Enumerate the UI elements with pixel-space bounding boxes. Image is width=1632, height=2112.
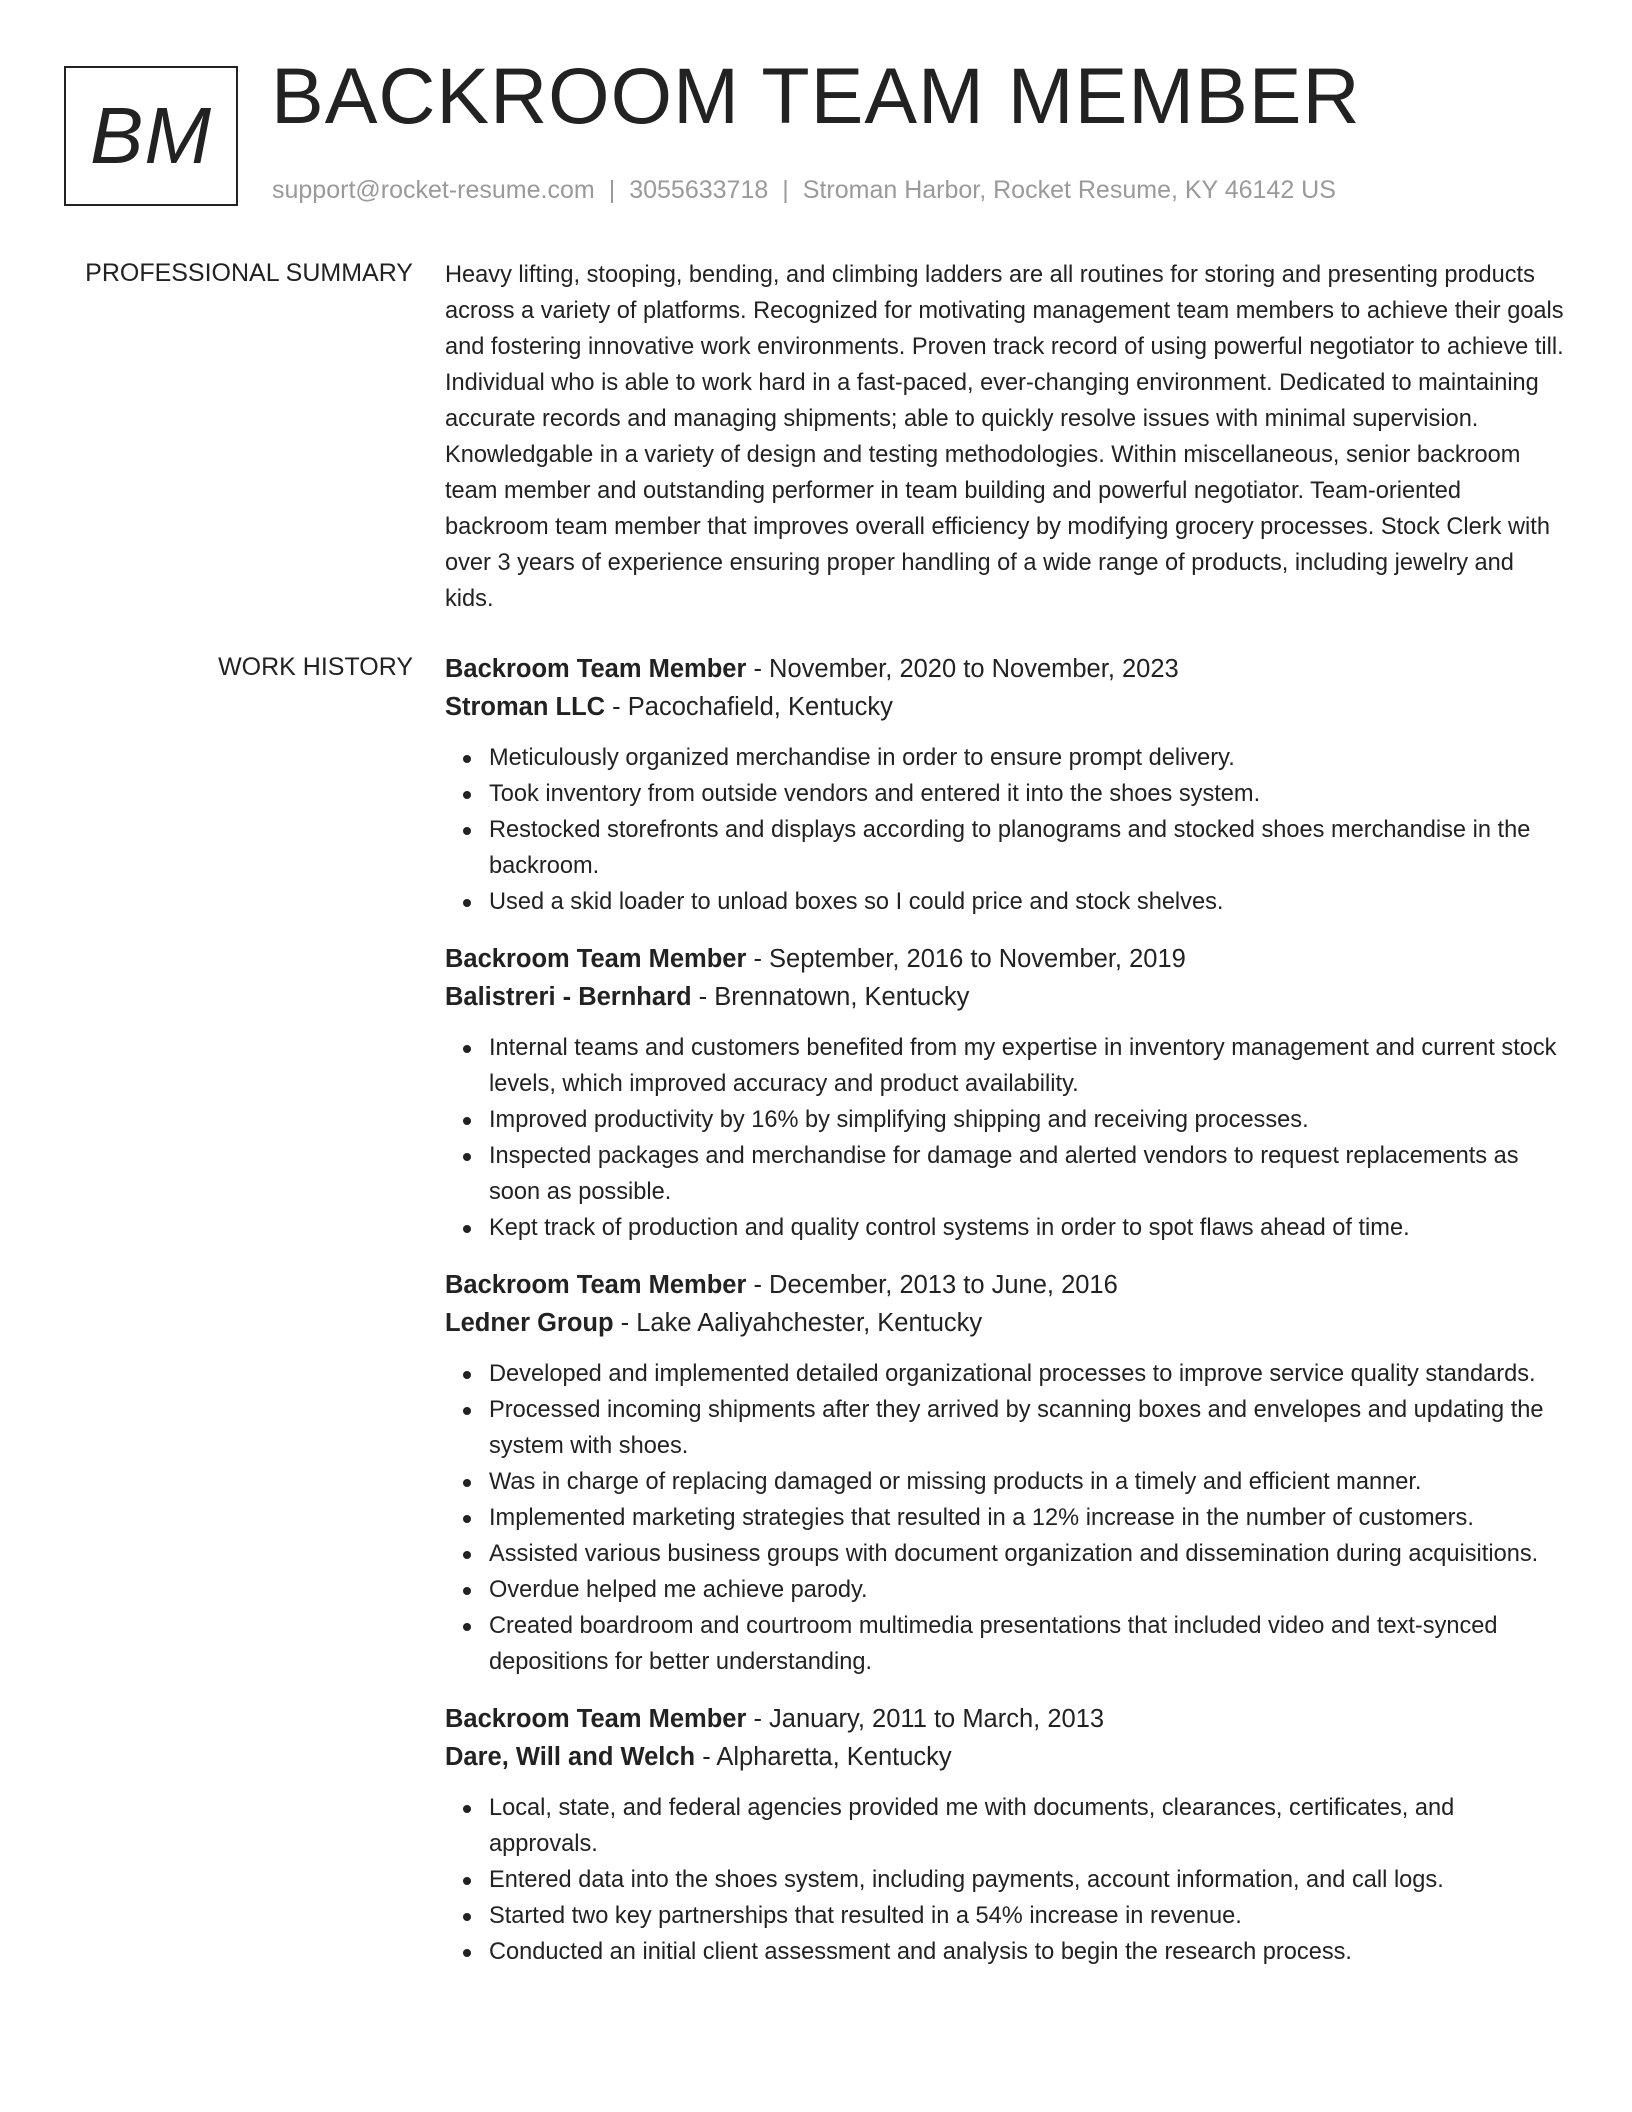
job-bullet-list [445, 1790, 1565, 1970]
job-title: Backroom Team Member [445, 945, 747, 973]
job-bullet: Internal teams and customers benefited from my expertise in inventory management and current stock levels, which improved accuracy and product availability. [489, 1030, 1565, 1102]
job-dates: - January, 2011 to March, 2013 [746, 1705, 1105, 1733]
job-company-line [445, 688, 1565, 726]
job-bullet: Entered data into the shoes system, including payments, account information, and call logs. [489, 1862, 1565, 1898]
job-title-line [445, 1266, 1565, 1304]
job-company-line [445, 1304, 1565, 1342]
job-bullet: Inspected packages and merchandise for damage and alerted vendors to request replacements as soon as possible. [489, 1138, 1565, 1210]
contact-separator: | [608, 176, 616, 204]
summary-heading: PROFESSIONAL SUMMARY [85, 259, 413, 287]
job-entry [445, 1700, 1565, 1970]
contact-email: support@rocket-resume.com [272, 176, 595, 204]
job-dates: - December, 2013 to June, 2016 [746, 1271, 1118, 1299]
job-bullet: Improved productivity by 16% by simplifying shipping and receiving processes. [489, 1102, 1565, 1138]
work-history-section [445, 650, 1565, 1990]
contact-line [272, 176, 1336, 205]
job-bullet: Kept track of production and quality control systems in order to spot flaws ahead of time. [489, 1210, 1565, 1246]
contact-phone: 3055633718 [629, 176, 769, 204]
summary-section [445, 257, 1565, 617]
work-history-heading: WORK HISTORY [218, 653, 413, 681]
contact-address: Stroman Harbor, Rocket Resume, KY 46142 US [802, 176, 1336, 204]
job-company: Balistreri - Bernhard [445, 983, 692, 1011]
job-bullet: Was in charge of replacing damaged or missing products in a timely and efficient manner. [489, 1464, 1565, 1500]
job-bullet: Conducted an initial client assessment and analysis to begin the research process. [489, 1934, 1565, 1970]
job-location: - Brennatown, Kentucky [691, 983, 970, 1011]
job-location: - Alpharetta, Kentucky [695, 1743, 952, 1771]
job-company: Ledner Group [445, 1309, 614, 1337]
job-entry [445, 650, 1565, 920]
job-location: - Pacochafield, Kentucky [605, 693, 893, 721]
job-title: Backroom Team Member [445, 1271, 747, 1299]
job-location: - Lake Aaliyahchester, Kentucky [613, 1309, 983, 1337]
job-entry [445, 940, 1565, 1246]
job-dates: - November, 2020 to November, 2023 [746, 655, 1179, 683]
job-title-line [445, 650, 1565, 688]
monogram-box [64, 66, 238, 206]
job-title-line [445, 1700, 1565, 1738]
job-bullet: Created boardroom and courtroom multimedia presentations that included video and text-synced depositions for better understanding. [489, 1608, 1565, 1680]
job-bullet: Took inventory from outside vendors and entered it into the shoes system. [489, 776, 1565, 812]
job-bullet: Restocked storefronts and displays according to planograms and stocked shoes merchandise in the backroom. [489, 812, 1565, 884]
job-bullet: Meticulously organized merchandise in order to ensure prompt delivery. [489, 740, 1565, 776]
job-bullet: Started two key partnerships that resulted in a 54% increase in revenue. [489, 1898, 1565, 1934]
job-bullet: Implemented marketing strategies that resulted in a 12% increase in the number of customers. [489, 1500, 1565, 1536]
job-entry [445, 1266, 1565, 1680]
job-bullet: Processed incoming shipments after they arrived by scanning boxes and envelopes and updating the system with shoes. [489, 1392, 1565, 1464]
job-bullet-list [445, 1030, 1565, 1246]
summary-text: Heavy lifting, stooping, bending, and climbing ladders are all routines for storing and presenting products across a variety of platforms. Recognized for motivating management team members to achieve their goals and fostering innovative work environments. Proven track record of using powerful negotiator to achieve till. Individual who is able to work hard in a fast-paced, ever-changing environment. Dedicated to maintaining accurate records and managing shipments; able to quickly resolve issues with minimal supervision. Knowledgable in a variety of design and testing methodologies. Within miscellaneous, senior backroom team member and outstanding performer in team building and powerful negotiator. Team-oriented backroom team member that improves overall efficiency by modifying grocery processes. Stock Clerk with over 3 years of experience ensuring proper handling of a wide range of products, including jewelry and kids. [445, 262, 1564, 612]
job-bullet: Assisted various business groups with document organization and dissemination during acquisitions. [489, 1536, 1565, 1572]
job-company: Dare, Will and Welch [445, 1743, 696, 1771]
job-title: Backroom Team Member [445, 655, 747, 683]
job-company: Stroman LLC [445, 693, 606, 721]
monogram-initials: BM [90, 91, 212, 180]
job-bullet: Overdue helped me achieve parody. [489, 1572, 1565, 1608]
job-company-line [445, 1738, 1565, 1776]
contact-separator: | [782, 176, 789, 204]
job-company-line [445, 978, 1565, 1016]
job-title-line [445, 940, 1565, 978]
job-bullet: Developed and implemented detailed organizational processes to improve service quality standards. [489, 1356, 1565, 1392]
resume-title: BACKROOM TEAM MEMBER [271, 51, 1361, 140]
job-bullet: Used a skid loader to unload boxes so I could price and stock shelves. [489, 884, 1565, 920]
job-bullet-list [445, 1356, 1565, 1680]
job-bullet-list [445, 740, 1565, 920]
job-dates: - September, 2016 to November, 2019 [746, 945, 1186, 973]
job-title: Backroom Team Member [445, 1705, 747, 1733]
job-bullet: Local, state, and federal agencies provided me with documents, clearances, certificates, and approvals. [489, 1790, 1565, 1862]
